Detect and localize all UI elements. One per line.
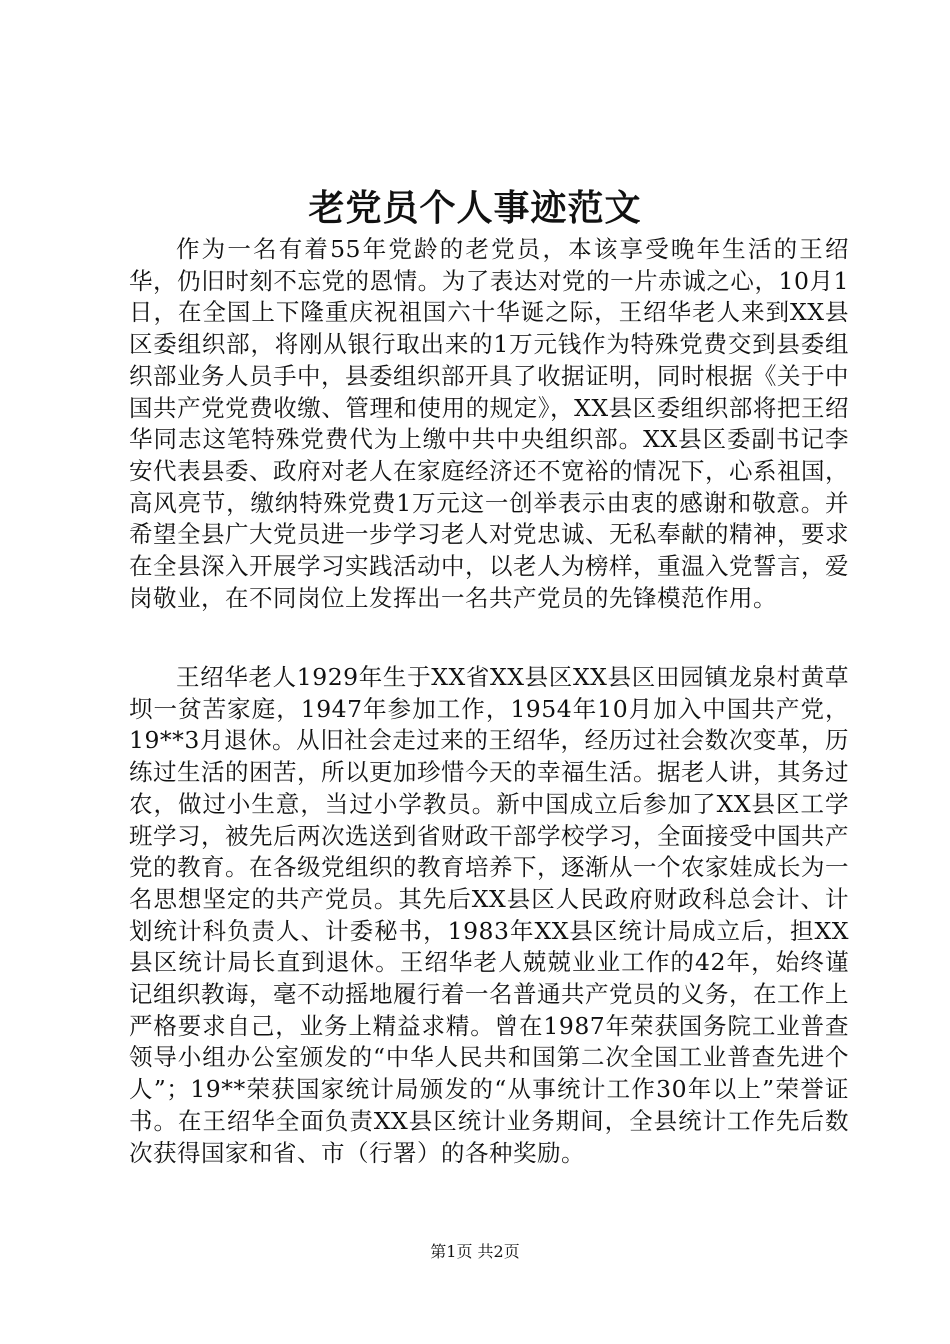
page-footer: 第1页 共2页 <box>430 1242 520 1261</box>
paragraph-1: 作为一名有着55年党龄的老党员，本该享受晚年生活的王绍华，仍旧时刻不忘党的恩情。为了表达对党的一片赤诚之心，10月1日，在全国上下隆重庆祝祖国六十华诞之际，王绍华老人来到XX县区委组织部，将刚从银行取出来的1万元钱作为特殊党费交到县委组织部业务人员手中，县委组织部开具了收据证明，同时根据《关于中国共产党党费收缴、管理和使用的规定》，XX县区委组织部将把王绍华同志这笔特殊党费代为上缴中共中央组织部。XX县区委副书记李安代表县委、政府对老人在家庭经济还不宽裕的情况下，心系祖国，高风亮节，缴纳特殊党费1万元这一创举表示由衷的感谢和敬意。并希望全县广大党员进一步学习老人对党忠诚、无私奉献的精神，要求在全县深入开展学习实践活动中，以老人为榜样，重温入党誓言，爱岗敬业，在不同岗位上发挥出一名共产党员的先锋模范作用。 <box>129 235 849 612</box>
paragraph-2: 王绍华老人1929年生于XX省XX县区XX县区田园镇龙泉村黄草坝一贫苦家庭，1947年参加工作，1954年10月加入中国共产党，19**3月退休。从旧社会走过来的王绍华，经历过社会数次变革，历练过生活的困苦，所以更加珍惜今天的幸福生活。据老人讲，其务过农，做过小生意，当过小学教员。新中国成立后参加了XX县区工学班学习，被先后两次选送到省财政干部学校学习，全面接受中国共产党的教育。在各级党组织的教育培养下，逐渐从一个农家娃成长为一名思想坚定的共产党员。其先后XX县区人民政府财政科总会计、计划统计科负责人、计委秘书，1983年XX县区统计局成立后，担XX县区统计局长直到退休。王绍华老人兢兢业业工作的42年，始终谨记组织教诲，毫不动摇地履行着一名普通共产党员的义务，在工作上严格要求自己，业务上精益求精。曾在1987年荣获国务院工业普查领导小组办公室颁发的“中华人民共和国第二次全国工业普查先进个人”；19**荣获国家统计局颁发的“从事统计工作30年以上”荣誉证书。在王绍华全面负责XX县区统计业务期间，全县统计工作先后数次获得国家和省、市（行署）的各种奖励。 <box>129 663 849 1167</box>
document-title: 老党员个人事迹范文 <box>308 187 642 229</box>
